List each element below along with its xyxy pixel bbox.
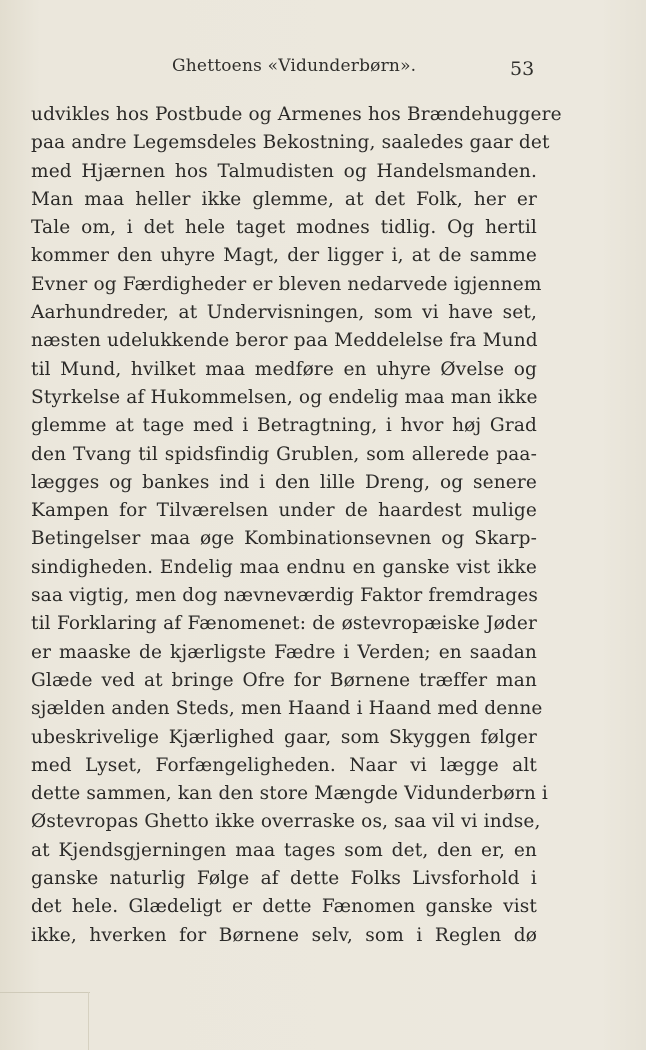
scan-edge-line (88, 992, 89, 1050)
text-line: til Forklaring af Fænomenet: de østevropæiske Jøder (31, 613, 537, 635)
text-line: den Tvang til spidsfindig Grublen, som allerede paa- (31, 443, 537, 465)
text-line: ubeskrivelige Kjærlighed gaar, som Skyggen følger (31, 726, 537, 748)
text-line: med Hjærnen hos Talmudisten og Handelsmanden. (31, 160, 537, 182)
text-line: sjælden anden Steds, men Haand i Haand med denne (31, 698, 543, 720)
running-title: Ghettoens «Vidunderbørn». (172, 56, 417, 76)
text-line: Kampen for Tilværelsen under de haardest mulige (31, 500, 537, 522)
text-line: til Mund, hvilket maa medføre en uhyre Øvelse og (31, 358, 537, 380)
text-line: lægges og bankes ind i den lille Dreng, og senere (31, 471, 537, 493)
text-line: næsten udelukkende beror paa Meddelelse fra Mund (31, 330, 538, 352)
text-line: dette sammen, kan den store Mængde Vidunderbørn i (31, 783, 548, 805)
text-line: kommer den uhyre Magt, der ligger i, at de samme (31, 245, 537, 267)
text-line: Evner og Færdigheder er bleven nedarvede igjennem (31, 273, 542, 295)
text-line: Østevropas Ghetto ikke overraske os, saa vil vi indse, (31, 811, 541, 833)
text-line: Aarhundreder, at Undervisningen, som vi have set, (31, 302, 537, 324)
text-line: paa andre Legemsdeles Bekostning, saaledes gaar det (31, 132, 550, 154)
text-line: Tale om, i det hele taget modnes tidlig. Og hertil (31, 217, 537, 239)
text-line: udvikles hos Postbude og Armenes hos Brændehuggere (31, 104, 562, 125)
text-line: Man maa heller ikke glemme, at det Folk, her er (31, 188, 537, 210)
text-line: saa vigtig, men dog nævneværdig Faktor fremdrages (31, 585, 539, 607)
text-line: ikke, hverken for Børnene selv, som i Reglen dø (31, 924, 537, 946)
text-line: Styrkelse af Hukommelsen, og endelig maa man ikke (31, 386, 538, 408)
scan-edge-line (0, 992, 90, 993)
page-number: 53 (510, 58, 535, 80)
text-line: Betingelser maa øge Kombinationsevnen og Skarp- (31, 528, 537, 550)
text-line: at Kjendsgjerningen maa tages som det, den er, en (31, 839, 537, 861)
body-text (31, 101, 562, 950)
text-line: er maaske de kjærligste Fædre i Verden; en saadan (31, 641, 537, 663)
text-line: det hele. Glædeligt er dette Fænomen ganske vist (31, 896, 537, 918)
text-line: ganske naturlig Følge af dette Folks Livsforhold i (31, 868, 537, 890)
text-line: Glæde ved at bringe Ofre for Børnene træffer man (31, 669, 537, 691)
text-line: glemme at tage med i Betragtning, i hvor høj Grad (31, 415, 537, 437)
text-line: sindigheden. Endelig maa endnu en ganske vist ikke (31, 556, 537, 578)
text-line: med Lyset, Forfængeligheden. Naar vi lægge alt (31, 754, 537, 776)
running-head (0, 56, 646, 82)
